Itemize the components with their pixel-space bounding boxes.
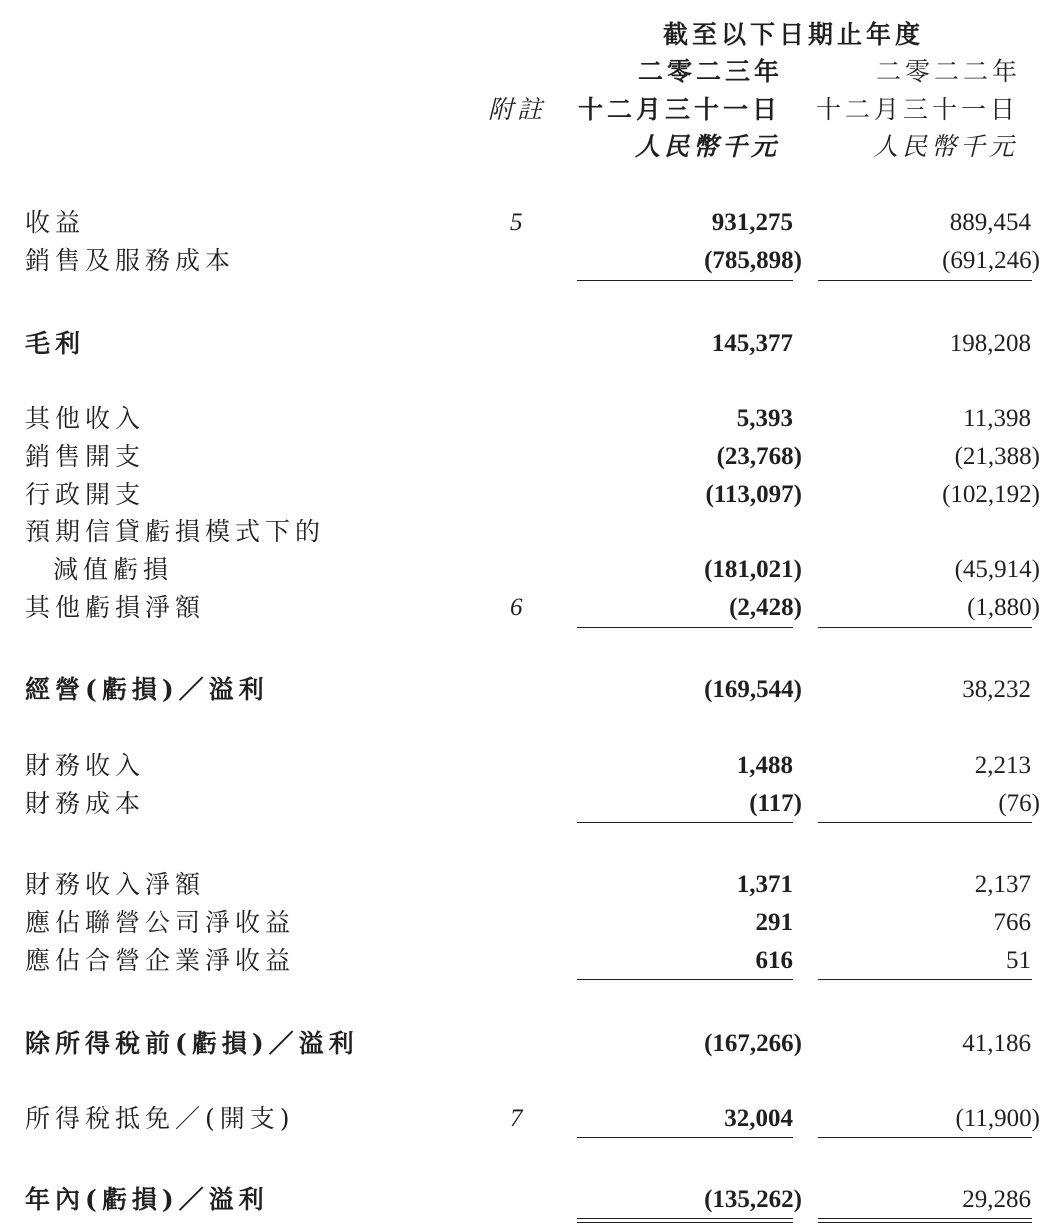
subtotal-rule-py [818, 979, 1032, 980]
subtotal-rule-py [818, 822, 1032, 823]
py-cost-of-sales: (691,246) [942, 247, 1040, 274]
note-ref-other-losses: 6 [510, 594, 523, 621]
row-label-ecl-line1: 預期信貸虧損模式下的 [25, 517, 326, 546]
row-label-net-result: 年內(虧損)／溢利 [25, 1185, 269, 1214]
row-label-cost-of-sales: 銷售及服務成本 [25, 246, 236, 275]
cy-impairment-losses: (181,021) [704, 556, 802, 583]
cy-income-tax: 32,004 [724, 1105, 793, 1132]
py-finance-costs: (76) [998, 790, 1040, 817]
subtotal-rule-cy [577, 280, 793, 281]
row-label-finance-net: 財務收入淨額 [25, 870, 206, 899]
current-date-heading: 十二月三十一日 [578, 95, 782, 124]
cy-share-of-jv: 616 [755, 947, 793, 974]
cy-operating-result: (169,544) [704, 676, 802, 703]
subtotal-rule-cy [577, 1137, 793, 1138]
cy-other-losses: (2,428) [729, 594, 802, 621]
py-finance-income: 2,213 [974, 752, 1031, 779]
cy-revenue: 931,275 [711, 209, 793, 236]
row-label-admin-expenses: 行政開支 [25, 480, 146, 509]
subtotal-rule-cy [577, 979, 793, 980]
row-label-operating-result: 經營(虧損)／溢利 [25, 675, 269, 704]
prior-year-heading: 二零二二年 [876, 57, 1022, 86]
cy-gross-profit: 145,377 [711, 330, 793, 357]
cy-share-of-associates: 291 [755, 909, 793, 936]
row-label-revenue: 收益 [25, 208, 86, 237]
subtotal-rule-cy [577, 822, 793, 823]
row-label-other-income: 其他收入 [25, 404, 146, 433]
cy-net-result: (135,262) [704, 1186, 802, 1213]
prior-date-heading: 十二月三十一日 [816, 95, 1020, 124]
py-impairment-losses: (45,914) [954, 556, 1040, 583]
py-admin-expenses: (102,192) [942, 481, 1040, 508]
subtotal-rule-py [818, 1137, 1032, 1138]
current-unit-heading: 人民幣千元 [635, 132, 781, 161]
subtotal-rule-cy [577, 627, 793, 628]
row-label-finance-costs: 財務成本 [25, 789, 146, 818]
prior-unit-heading: 人民幣千元 [873, 132, 1019, 161]
cy-finance-income: 1,488 [736, 752, 793, 779]
subtotal-rule-py [818, 627, 1032, 628]
note-ref-income-tax: 7 [510, 1105, 523, 1132]
row-label-other-losses: 其他虧損淨額 [25, 593, 206, 622]
py-share-of-associates: 766 [993, 909, 1031, 936]
py-net-result: 29,286 [962, 1186, 1031, 1213]
row-label-ecl-line2: 減值虧損 [53, 555, 174, 584]
cy-admin-expenses: (113,097) [705, 481, 802, 508]
row-label-income-tax: 所得稅抵免／(開支) [25, 1104, 295, 1133]
current-year-heading: 二零二三年 [638, 57, 784, 86]
period-title: 截至以下日期止年度 [663, 20, 925, 49]
cy-selling-expenses: (23,768) [716, 443, 802, 470]
total-double-rule-cy [577, 1218, 793, 1223]
subtotal-rule-py [818, 280, 1032, 281]
py-operating-result: 38,232 [962, 676, 1031, 703]
py-other-income: 11,398 [963, 405, 1031, 432]
cy-finance-net: 1,371 [736, 871, 793, 898]
total-double-rule-py [818, 1218, 1032, 1223]
note-ref-revenue: 5 [510, 209, 523, 236]
py-profit-before-tax: 41,186 [962, 1030, 1031, 1057]
py-share-of-jv: 51 [1006, 947, 1031, 974]
py-other-losses: (1,880) [967, 594, 1040, 621]
row-label-profit-before-tax: 除所得稅前(虧損)／溢利 [25, 1029, 359, 1058]
py-gross-profit: 198,208 [949, 330, 1031, 357]
cy-finance-costs: (117) [749, 790, 802, 817]
cy-profit-before-tax: (167,266) [704, 1030, 802, 1057]
row-label-share-of-associates: 應佔聯營公司淨收益 [25, 908, 296, 937]
py-finance-net: 2,137 [974, 871, 1031, 898]
cy-cost-of-sales: (785,898) [704, 247, 802, 274]
row-label-gross-profit: 毛利 [25, 329, 86, 358]
py-revenue: 889,454 [949, 209, 1031, 236]
row-label-share-of-jv: 應佔合營企業淨收益 [25, 946, 296, 975]
row-label-finance-income: 財務收入 [25, 751, 146, 780]
row-label-selling-expenses: 銷售開支 [25, 442, 146, 471]
note-column-heading: 附註 [488, 95, 547, 124]
py-selling-expenses: (21,388) [954, 443, 1040, 470]
py-income-tax: (11,900) [955, 1105, 1040, 1132]
cy-other-income: 5,393 [736, 405, 793, 432]
